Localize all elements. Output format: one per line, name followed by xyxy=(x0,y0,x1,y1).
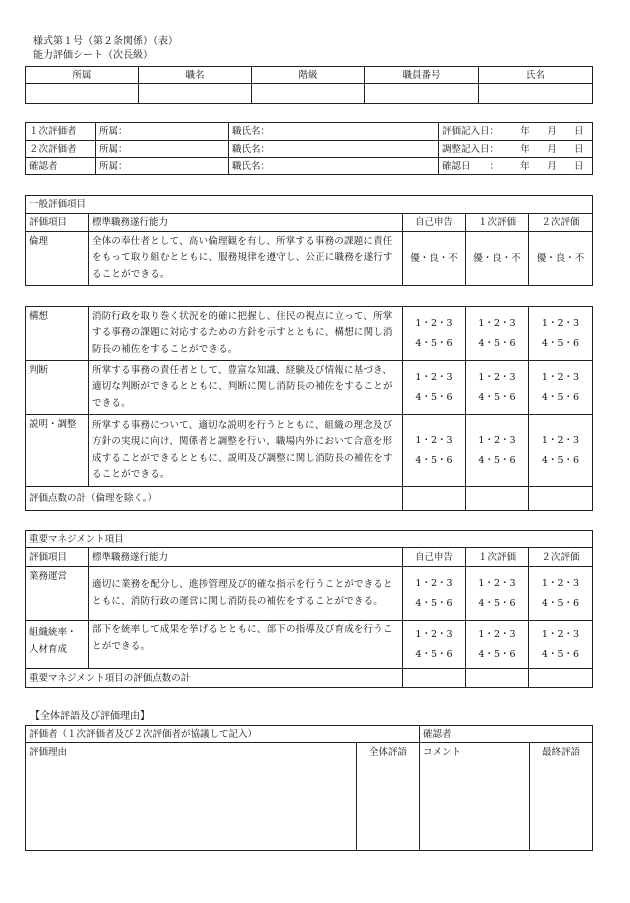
second-score-options[interactable] xyxy=(529,307,593,361)
self-total-field[interactable] xyxy=(403,669,466,688)
evaluator-name[interactable]: 職氏名： xyxy=(229,141,439,158)
second-score-options[interactable] xyxy=(529,361,593,415)
self-score-options[interactable] xyxy=(403,621,466,669)
general-total-label: 評価点数の計（倫理を除く。） xyxy=(26,487,403,511)
col-eval-item: 評価項目 xyxy=(26,548,89,567)
second-total-field[interactable] xyxy=(529,487,593,511)
table-row xyxy=(26,307,593,361)
score-line: 4・5・6 xyxy=(541,337,580,349)
col-self-report: 自己申告 xyxy=(403,214,466,232)
rank-field[interactable] xyxy=(252,84,365,104)
confirmer-label: 確認者 xyxy=(420,726,593,743)
first-total-field[interactable] xyxy=(466,669,529,688)
table-row xyxy=(26,361,593,415)
evaluator-date-label: 確認日 ： xyxy=(439,158,512,175)
score-line: 4・5・6 xyxy=(415,648,453,660)
col-ability: 標準職務遂行能力 xyxy=(89,548,403,567)
self-score-options[interactable] xyxy=(403,307,466,361)
name-field[interactable] xyxy=(479,84,593,104)
table-row xyxy=(26,415,593,487)
score-line: 1・2・3 xyxy=(541,317,580,329)
second-score-options[interactable] xyxy=(529,621,593,669)
comment-label: コメント xyxy=(423,747,462,758)
score-line: 4・5・6 xyxy=(415,391,453,403)
final-grade-label: 最終評語 xyxy=(542,747,581,758)
col-name: 氏名 xyxy=(479,67,593,84)
evaluator-dept[interactable]: 所属： xyxy=(96,158,229,175)
overall-section-title: 【全体評語及び評価理由】 xyxy=(30,711,150,722)
sheet-title: 能力評価シート（次長級） xyxy=(33,50,153,61)
second-total-field[interactable] xyxy=(529,669,593,688)
evaluators-table xyxy=(25,122,593,175)
score-line: 1・2・3 xyxy=(478,577,516,589)
year-label: 年 xyxy=(512,158,539,175)
score-line: 4・5・6 xyxy=(415,337,453,349)
management-total-label: 重要マネジメント項目の評価点数の計 xyxy=(26,669,403,688)
first-total-field[interactable] xyxy=(466,487,529,511)
management-table xyxy=(25,530,593,688)
score-line: 1・2・3 xyxy=(541,577,580,589)
score-line: 4・5・6 xyxy=(415,454,453,466)
overall-grade-field[interactable] xyxy=(357,743,420,851)
score-line: 1・2・3 xyxy=(478,371,516,383)
ethics-second-rating[interactable]: 優・良・不 xyxy=(529,232,593,286)
overall-grade-label: 全体評語 xyxy=(369,747,408,758)
first-score-options[interactable] xyxy=(466,567,529,621)
month-label: 月 xyxy=(539,123,566,141)
score-line: 1・2・3 xyxy=(415,317,453,329)
evaluation-reason-field[interactable] xyxy=(26,743,357,851)
evaluator-role: 確認者 xyxy=(26,158,96,175)
employee-number-field[interactable] xyxy=(365,84,479,104)
self-score-options[interactable] xyxy=(403,361,466,415)
day-label: 日 xyxy=(566,123,593,141)
evaluator-row xyxy=(26,123,593,141)
year-label: 年 xyxy=(512,123,539,141)
score-line: 4・5・6 xyxy=(541,454,580,466)
item-description: 所掌する事務について、適切な説明を行うとともに、組織の理念及び方針の実現に向け、関係者と調整を行い、職場内外において合意を形成することができるとともに、説明及び調整に関し消防長の補佐をすることができる。 xyxy=(89,415,403,487)
evaluation-reason-label: 評価理由 xyxy=(29,747,68,758)
score-line: 1・2・3 xyxy=(541,434,580,446)
item-name: 説明・調整 xyxy=(26,415,89,487)
employee-info-table xyxy=(25,66,593,104)
col-second-eval: ２次評価 xyxy=(529,214,593,232)
col-employee-number: 職員番号 xyxy=(365,67,479,84)
score-line: 4・5・6 xyxy=(478,597,516,609)
score-line: 4・5・6 xyxy=(541,391,580,403)
table-row xyxy=(26,567,593,621)
first-score-options[interactable] xyxy=(466,415,529,487)
ethics-self-rating[interactable]: 優・良・不 xyxy=(403,232,466,286)
management-section-title: 重要マネジメント項目 xyxy=(26,531,593,548)
self-score-options[interactable] xyxy=(403,567,466,621)
col-first-eval: １次評価 xyxy=(466,548,529,567)
score-line: 4・5・6 xyxy=(415,597,453,609)
col-self-report: 自己申告 xyxy=(403,548,466,567)
evaluator-dept[interactable]: 所属： xyxy=(96,141,229,158)
self-score-options[interactable] xyxy=(403,415,466,487)
evaluator-dept[interactable]: 所属： xyxy=(96,123,229,141)
score-line: 1・2・3 xyxy=(478,317,516,329)
day-label: 日 xyxy=(566,158,593,175)
item-description: 適切に業務を配分し、進捗管理及び的確な指示を行うことができるとともに、消防行政の運営に関し消防長の補佐をすることができる。 xyxy=(89,567,403,621)
score-line: 1・2・3 xyxy=(415,371,453,383)
score-line: 4・5・6 xyxy=(541,648,580,660)
score-line: 1・2・3 xyxy=(541,628,580,640)
evaluator-consult-label: 評価者（１次評価者及び２次評価者が協議して記入） xyxy=(26,726,420,743)
evaluator-name[interactable]: 職氏名： xyxy=(229,123,439,141)
score-line: 1・2・3 xyxy=(541,371,580,383)
item-description: 部下を統率して成果を挙げるとともに、部下の指導及び育成を行うことができる。 xyxy=(89,621,403,669)
col-position: 職名 xyxy=(139,67,252,84)
ethics-description: 全体の奉仕者として、高い倫理観を有し、所掌する事務の課題に責任をもって取り組むとともに、服務規律を遵守し、公正に職務を遂行することができる。 xyxy=(89,232,403,286)
item-name: 構想 xyxy=(26,307,89,361)
item-name: 業務運営 xyxy=(26,567,89,621)
month-label: 月 xyxy=(539,158,566,175)
first-score-options[interactable] xyxy=(466,307,529,361)
general-ethics-table xyxy=(25,195,593,286)
ethics-first-rating[interactable]: 優・良・不 xyxy=(466,232,529,286)
ethics-item-name: 倫理 xyxy=(26,232,89,286)
evaluator-date-label: 評価記入日： xyxy=(439,123,512,141)
day-label: 日 xyxy=(566,141,593,158)
second-score-options[interactable] xyxy=(529,415,593,487)
general-items-table xyxy=(25,306,593,511)
evaluator-row xyxy=(26,141,593,158)
evaluator-role: ２次評価者 xyxy=(26,141,96,158)
final-grade-field[interactable] xyxy=(530,743,593,851)
overall-table xyxy=(25,725,593,851)
comment-field[interactable] xyxy=(420,743,530,851)
form-number: 様式第１号（第２条関係）（表） xyxy=(33,36,178,47)
table-row xyxy=(26,621,593,669)
score-line: 4・5・6 xyxy=(541,597,580,609)
evaluator-row xyxy=(26,158,593,175)
col-department: 所属 xyxy=(26,67,139,84)
score-line: 4・5・6 xyxy=(478,648,516,660)
first-score-options[interactable] xyxy=(466,621,529,669)
year-label: 年 xyxy=(512,141,539,158)
month-label: 月 xyxy=(539,141,566,158)
col-second-eval: ２次評価 xyxy=(529,548,593,567)
item-description: 消防行政を取り巻く状況を的確に把握し、住民の視点に立って、所掌する事務の課題に対応するための方針を示すとともに、構想に関し消防長の補佐をすることができる。 xyxy=(89,307,403,361)
item-name: 判断 xyxy=(26,361,89,415)
col-first-eval: １次評価 xyxy=(466,214,529,232)
general-section-title: 一般評価項目 xyxy=(26,196,593,214)
evaluator-role: １次評価者 xyxy=(26,123,96,141)
evaluator-date-label: 調整記入日： xyxy=(439,141,512,158)
score-line: 1・2・3 xyxy=(415,628,453,640)
second-score-options[interactable] xyxy=(529,567,593,621)
col-rank: 階級 xyxy=(252,67,365,84)
score-line: 1・2・3 xyxy=(415,434,453,446)
score-line: 1・2・3 xyxy=(415,577,453,589)
score-line: 4・5・6 xyxy=(478,391,516,403)
score-line: 4・5・6 xyxy=(478,337,516,349)
col-eval-item: 評価項目 xyxy=(26,214,89,232)
col-ability: 標準職務遂行能力 xyxy=(89,214,403,232)
department-field[interactable] xyxy=(26,84,139,104)
evaluator-name[interactable]: 職氏名： xyxy=(229,158,439,175)
item-name: 組織統率・人材育成 xyxy=(26,621,89,669)
score-line: 1・2・3 xyxy=(478,628,516,640)
position-field[interactable] xyxy=(139,84,252,104)
score-line: 1・2・3 xyxy=(478,434,516,446)
self-total-field[interactable] xyxy=(403,487,466,511)
item-description: 所掌する事務の責任者として、豊富な知識、経験及び情報に基づき、適切な判断ができるとともに、判断に関し消防長の補佐をすることができる。 xyxy=(89,361,403,415)
score-line: 4・5・6 xyxy=(478,454,516,466)
first-score-options[interactable] xyxy=(466,361,529,415)
